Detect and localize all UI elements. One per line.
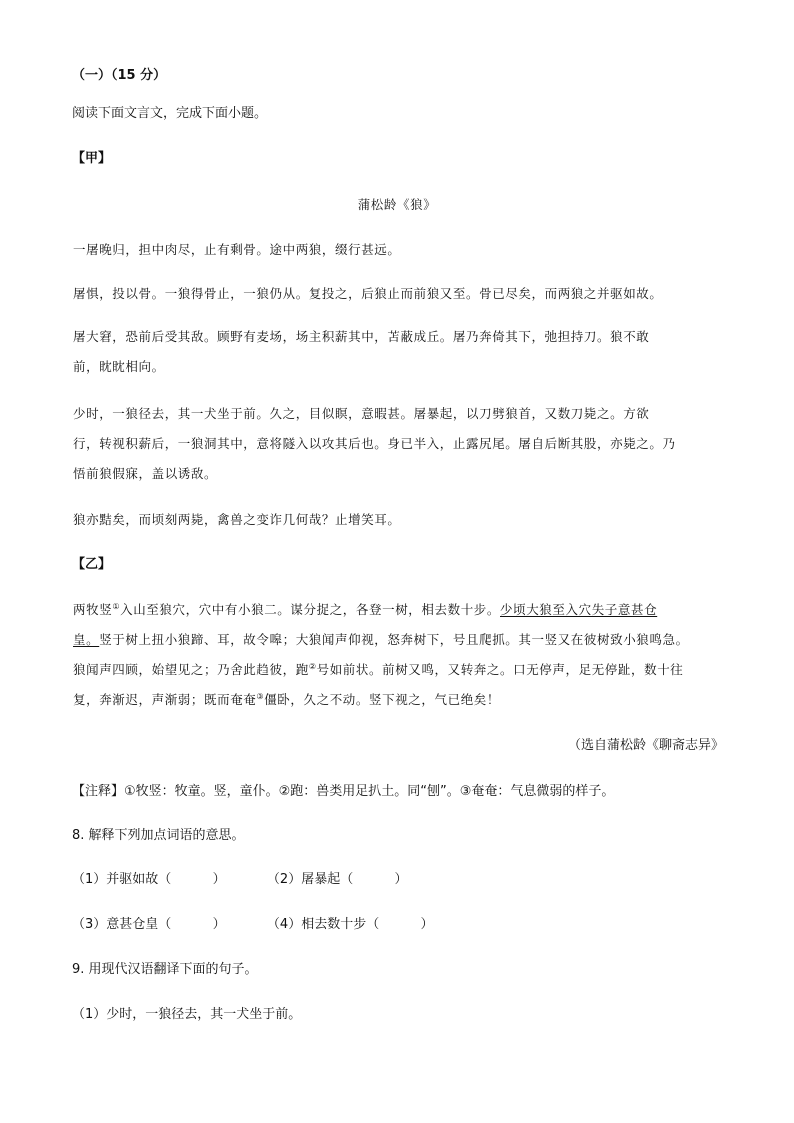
footnote-marker: ① bbox=[112, 601, 121, 611]
part-a-line: 前，眈眈相向。 bbox=[73, 359, 165, 374]
question-8-row: （3）意甚仓皇（ ） （4）相去数十步（ ） bbox=[72, 917, 434, 932]
underlined-sentence: 皇。 bbox=[73, 632, 100, 647]
part-a-line: 行，转视积薪后，一狼洞其中，意将隧入以攻其后也。身已半入，止露尻尾。屠自后断其股，亦毙之。乃 bbox=[73, 436, 676, 451]
part-a-line: 狼亦黠矣，而顷刻两毙，禽兽之变诈几何哉？止增笑耳。 bbox=[73, 512, 401, 527]
part-b-line-1 bbox=[73, 600, 657, 620]
question-9-title: 9. 用现代汉语翻译下面的句子。 bbox=[72, 962, 258, 977]
question-8-title: 8. 解释下列加点词语的意思。 bbox=[72, 828, 245, 843]
part-b-text: 号如前状。前树又鸣，又转奔之。口无停声，足无停趾，数十往 bbox=[316, 662, 684, 677]
annotation-notes: 【注释】①牧竖：牧童。竖，童仆。②跑：兽类用足扒土。同“刨”。③奄奄：气息微弱的样子。 bbox=[72, 784, 615, 799]
part-b-line-2 bbox=[73, 630, 689, 650]
question-9-item: （1）少时，一狼径去，其一犬坐于前。 bbox=[72, 1007, 302, 1022]
part-a-line: 悟前狼假寐，盖以诱敌。 bbox=[73, 466, 218, 481]
part-b-line-4 bbox=[73, 690, 500, 710]
source-citation: （选自蒲松龄《聊斋志异》 bbox=[567, 738, 724, 753]
question-8-row: （1）并驱如故（ ） （2）屠暴起（ ） bbox=[72, 872, 408, 887]
instruction: 阅读下面文言文，完成下面小题。 bbox=[72, 106, 268, 121]
underlined-sentence: 少顷大狼至入穴失子意甚仓 bbox=[500, 602, 658, 617]
part-a-line: 屠大窘，恐前后受其敌。顾野有麦场，场主积薪其中，苫蔽成丘。屠乃奔倚其下，弛担持刀。狼不敢 bbox=[73, 329, 650, 344]
part-a-label: 【甲】 bbox=[72, 151, 112, 166]
footnote-marker: ③ bbox=[256, 691, 265, 701]
part-a-line: 一屠晚归，担中肉尽，止有剩骨。途中两狼，缀行甚远。 bbox=[73, 242, 401, 257]
part-b-text: 竖于树上扭小狼蹄、耳，故令嗥；大狼闻声仰视，怒奔树下，号且爬抓。其一竖又在彼树致小狼鸣急。 bbox=[99, 632, 689, 647]
footnote-marker: ② bbox=[308, 661, 317, 671]
part-b-text: 狼闻声四顾，始望见之；乃舍此趋彼，跑 bbox=[73, 662, 309, 677]
part-b-line-3 bbox=[73, 660, 683, 680]
part-b-label: 【乙】 bbox=[72, 557, 112, 572]
part-b-text: 僵卧，久之不动。竖下视之，气已绝矣！ bbox=[264, 692, 500, 707]
part-b-text: 入山至狼穴，穴中有小狼二。谋分捉之，各登一树，相去数十步。 bbox=[120, 602, 500, 617]
part-a-title: 蒲松龄《狼》 bbox=[357, 197, 437, 212]
part-a-line: 少时，一狼径去，其一犬坐于前。久之，目似瞑，意暇甚。屠暴起，以刀劈狼首，又数刀毙之。方欲 bbox=[73, 406, 650, 421]
part-b-text: 复，奔渐迟，声渐弱；既而奄奄 bbox=[73, 692, 257, 707]
part-a-line: 屠惧，投以骨。一狼得骨止，一狼仍从。复投之，后狼止而前狼又至。骨已尽矣，而两狼之并驱如故。 bbox=[73, 286, 663, 301]
part-b-text: 两牧竖 bbox=[73, 602, 113, 617]
section-header: （一）（15 分） bbox=[72, 68, 167, 83]
